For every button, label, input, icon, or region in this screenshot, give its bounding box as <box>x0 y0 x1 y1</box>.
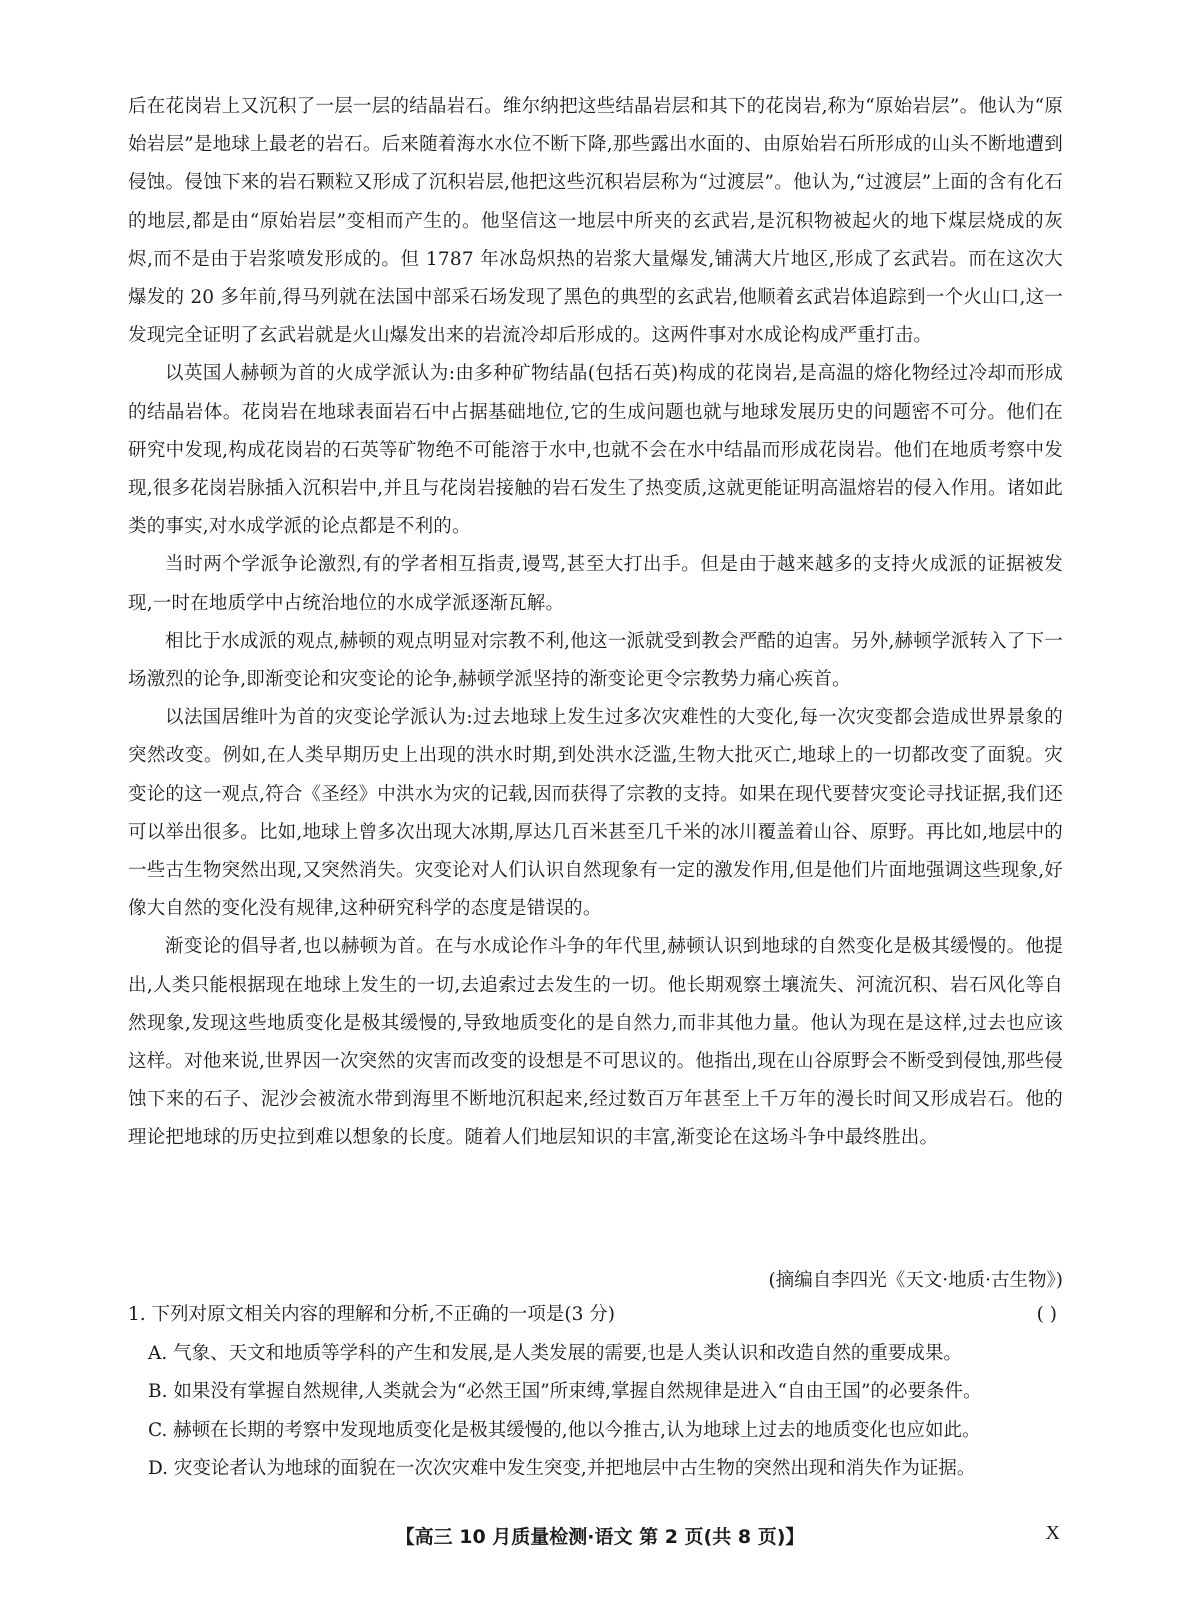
paragraph-church-persecution: 相比于水成派的观点,赫顿的观点明显对宗教不利,他这一派就受到教会严酷的迫害。另外,赫顿学派转入了下一场激烈的论争,即渐变论和灾变论的论争,赫顿学派坚持的渐变论更令宗教势力痛心疾首。 <box>128 630 1063 691</box>
question-stem-row <box>128 1296 1063 1335</box>
paragraph-gradualism: 渐变论的倡导者,也以赫顿为首。在与水成论作斗争的年代里,赫顿认识到地球的自然变化是极其缓慢的。他提出,人类只能根据现在地球上发生的一切,去追索过去发生的一切。他长期观察土壤流失、河流沉积、岩石风化等自然现象,发现这些地质变化是极其缓慢的,导致地质变化的是自然力,而非其他力量。他认为现在是这样,过去也应该这样。对他来说,世界因一次突然的灾害而改变的设想是不可思议的。他指出,现在山谷原野会不断受到侵蚀,那些侵蚀下来的石子、泥沙会被流水带到海里不断地沉积起来,经过数百万年甚至上千万年的漫长时间又形成岩石。他的理论把地球的历史拉到难以想象的长度。随着人们地层知识的丰富,渐变论在这场斗争中最终胜出。 <box>128 936 1063 1149</box>
question-stem: 1. 下列对原文相关内容的理解和分析,不正确的一项是(3 分) <box>128 1304 616 1325</box>
passage-source: (摘编自李四光《天文·地质·古生物》) <box>768 1270 1063 1291</box>
reading-passage <box>128 88 1063 1158</box>
footer-mark: X <box>1045 1522 1060 1544</box>
question-1 <box>128 1296 1063 1489</box>
page-footer: 【高三 10 月质量检测·语文 第 2 页(共 8 页)】 <box>395 1526 805 1548</box>
paragraph-catastrophism: 以法国居维叶为首的灾变论学派认为:过去地球上发生过多次灾难性的大变化,每一次灾变都会造成世界景象的突然改变。例如,在人类早期历史上出现的洪水时期,到处洪水泛滥,生物大批灭亡,地球上的一切都改变了面貌。灾变论的这一观点,符合《圣经》中洪水为灾的记载,因而获得了宗教的支持。如果在现代要替灾变论寻找证据,我们还可以举出很多。比如,地球上曾多次出现大冰期,厚达几百米甚至几千米的冰川覆盖着山谷、原野。再比如,地层中的一些古生物突然出现,又突然消失。灾变论对人们认识自然现象有一定的激发作用,但是他们片面地强调这些现象,好像大自然的变化没有规律,这种研究科学的态度是错误的。 <box>128 707 1063 920</box>
option-d: D. 灾变论者认为地球的面貌在一次次灾难中发生突变,并把地层中古生物的突然出现和消失作为证据。 <box>148 1458 976 1479</box>
answer-bracket[interactable]: ( ) <box>1036 1304 1057 1325</box>
option-b: B. 如果没有掌握自然规律,人类就会为“必然王国”所束缚,掌握自然规律是进入“自由王国”的必要条件。 <box>148 1381 982 1402</box>
option-c: C. 赫顿在长期的考察中发现地质变化是极其缓慢的,他以今推古,认为地球上过去的地质变化也应如此。 <box>148 1419 981 1441</box>
option-a: A. 气象、天文和地质等学科的产生和发展,是人类发展的需要,也是人类认识和改造自然的重要成果。 <box>148 1342 962 1364</box>
paragraph-igneous-school: 以英国人赫顿为首的火成学派认为:由多种矿物结晶(包括石英)构成的花岗岩,是高温的熔化物经过冷却而形成的结晶岩体。花岗岩在地球表面岩石中占据基础地位,它的生成问题也就与地球发展历史的问题密不可分。他们在研究中发现,构成花岗岩的石英等矿物绝不可能溶于水中,也就不会在水中结晶而形成花岗岩。他们在地质考察中发现,很多花岗岩脉插入沉积岩中,并且与花岗岩接触的岩石发生了热变质,这就更能证明高温熔岩的侵入作用。诸如此类的事实,对水成学派的论点都是不利的。 <box>128 363 1063 538</box>
paragraph-continued: 后在花岗岩上又沉积了一层一层的结晶岩石。维尔纳把这些结晶岩层和其下的花岗岩,称为“原始岩层”。他认为“原始岩层”是地球上最老的岩石。后来随着海水水位不断下降,那些露出水面的、由原始岩石所形成的山头不断地遭到侵蚀。侵蚀下来的岩石颗粒又形成了沉积岩层,他把这些沉积岩层称为“过渡层”。他认为,“过渡层”上面的含有化石的地层,都是由“原始岩层”变相而产生的。他坚信这一地层中所夹的玄武岩,是沉积物被起火的地下煤层烧成的灰烬,而不是由于岩浆喷发形成的。但 1787 年冰岛炽热的岩浆大量爆发,铺满大片地区,形成了玄武岩。而在这次大爆发的 20 多年前,得马列就在法国中部采石场发现了黑色的典型的玄武岩,他顺着玄武岩体追踪到一个火山口,这一发现完全证明了玄武岩就是火山爆发出来的岩流冷却后形成的。这两件事对水成论构成严重打击。 <box>128 96 1063 347</box>
paragraph-debate: 当时两个学派争论激烈,有的学者相互指责,谩骂,甚至大打出手。但是由于越来越多的支持火成派的证据被发现,一时在地质学中占统治地位的水成学派逐渐瓦解。 <box>128 554 1063 614</box>
